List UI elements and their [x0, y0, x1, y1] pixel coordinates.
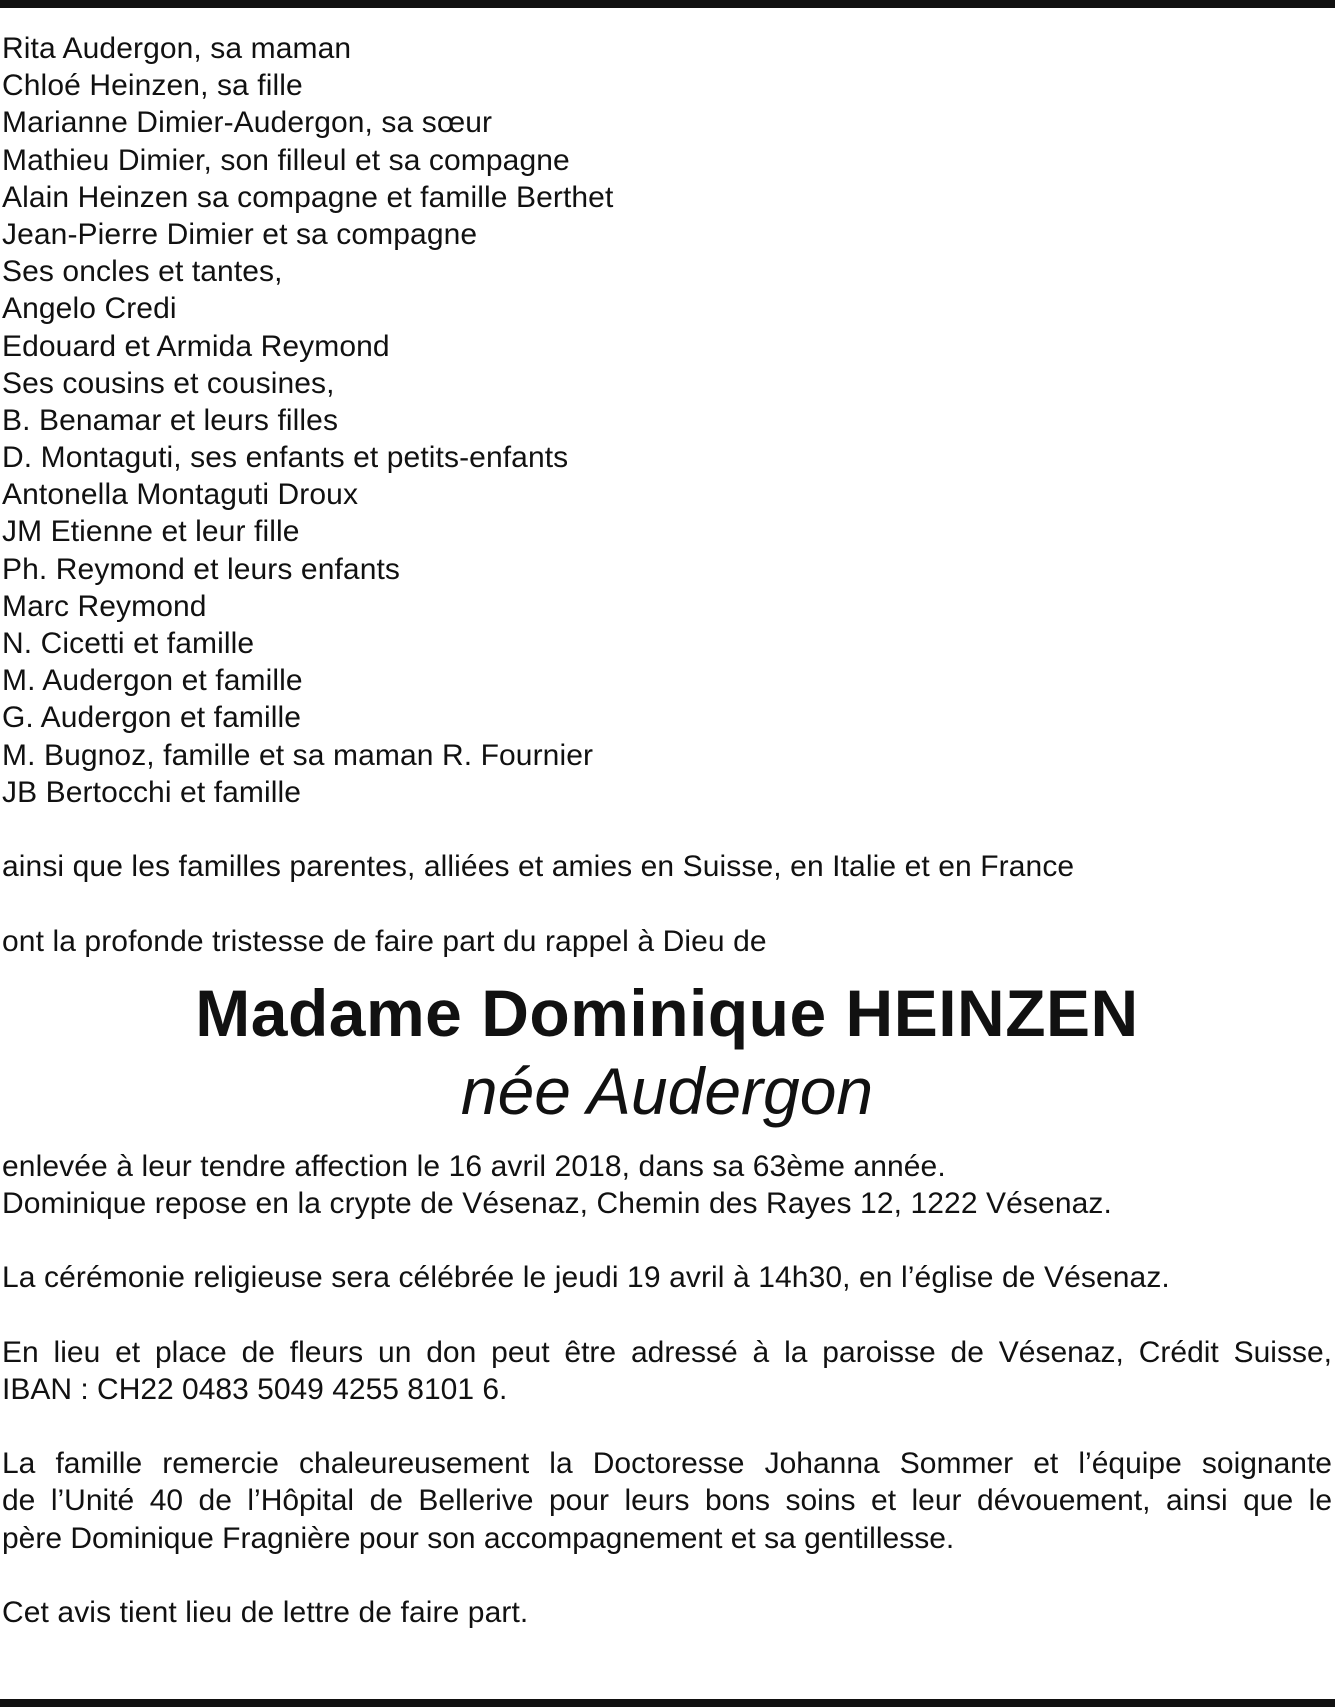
- deceased-name: Madame Dominique HEINZEN: [195, 975, 1139, 1050]
- extended-family-line: ainsi que les familles parentes, alliées et amies en Suisse, en Italie et en France: [2, 850, 1075, 884]
- maiden-name: née Audergon: [460, 1053, 874, 1128]
- family-member: JM Etienne et leur fille: [2, 515, 300, 549]
- family-member: N. Cicetti et famille: [2, 627, 255, 660]
- family-member: M. Bugnoz, famille et sa maman R. Fournier: [2, 738, 594, 772]
- donation-line: En lieu et place de fleurs un don peut être adressé à la paroisse de Vésenaz, Crédit Suisse,: [2, 1335, 1332, 1369]
- family-member: Ses cousins et cousines,: [2, 366, 335, 400]
- thanks-line: de l’Unité 40 de l’Hôpital de Bellerive pour leurs bons soins et leur dévouement, ainsi que le: [2, 1484, 1332, 1518]
- family-member: Antonella Montaguti Droux: [2, 478, 359, 512]
- top-rule: [0, 0, 1335, 8]
- family-member: D. Montaguti, ses enfants et petits-enfants: [2, 441, 569, 475]
- family-member: JB Bertocchi et famille: [2, 775, 302, 809]
- details-line: Dominique repose en la crypte de Vésenaz, Chemin des Rayes 12, 1222 Vésenaz.: [2, 1186, 1112, 1220]
- death-notice: [2, 30, 1332, 1631]
- family-member: Angelo Credi: [2, 292, 177, 326]
- family-member: Marc Reymond: [2, 589, 207, 623]
- family-member: Marianne Dimier-Audergon, sa sœur: [2, 106, 493, 140]
- family-member: M. Audergon et famille: [2, 664, 303, 698]
- family-member: Mathieu Dimier, son filleul et sa compagne: [2, 143, 570, 177]
- donation-line: IBAN : CH22 0483 5049 4255 8101 6.: [2, 1372, 508, 1406]
- donation-paragraph: [2, 1334, 1332, 1408]
- thanks-line: La famille remercie chaleureusement la Doctoresse Johanna Sommer et l’équipe soignante: [2, 1447, 1332, 1481]
- family-member: Rita Audergon, sa maman: [2, 32, 352, 65]
- family-list: [2, 30, 1332, 811]
- family-member: Jean-Pierre Dimier et sa compagne: [2, 217, 478, 251]
- family-member: Chloé Heinzen, sa fille: [2, 69, 303, 103]
- details-line: enlevée à leur tendre affection le 16 avril 2018, dans sa 63ème année.: [2, 1149, 946, 1183]
- thanks-paragraph: [2, 1445, 1332, 1557]
- family-member: G. Audergon et famille: [2, 701, 302, 735]
- family-member: Ses oncles et tantes,: [2, 255, 283, 289]
- closing-line: Cet avis tient lieu de lettre de faire part.: [2, 1595, 529, 1629]
- family-member: Edouard et Armida Reymond: [2, 329, 390, 363]
- ceremony-line: La cérémonie religieuse sera célébrée le jeudi 19 avril à 14h30, en l’église de Vésenaz.: [2, 1261, 1170, 1295]
- bottom-rule: [0, 1699, 1335, 1707]
- family-member: Ph. Reymond et leurs enfants: [2, 552, 401, 586]
- thanks-line: père Dominique Fragnière pour son accompagnement et sa gentillesse.: [2, 1521, 955, 1555]
- family-member: Alain Heinzen sa compagne et famille Berthet: [2, 180, 614, 214]
- announcement-line: ont la profonde tristesse de faire part du rappel à Dieu de: [2, 924, 767, 958]
- family-member: B. Benamar et leurs filles: [2, 403, 339, 437]
